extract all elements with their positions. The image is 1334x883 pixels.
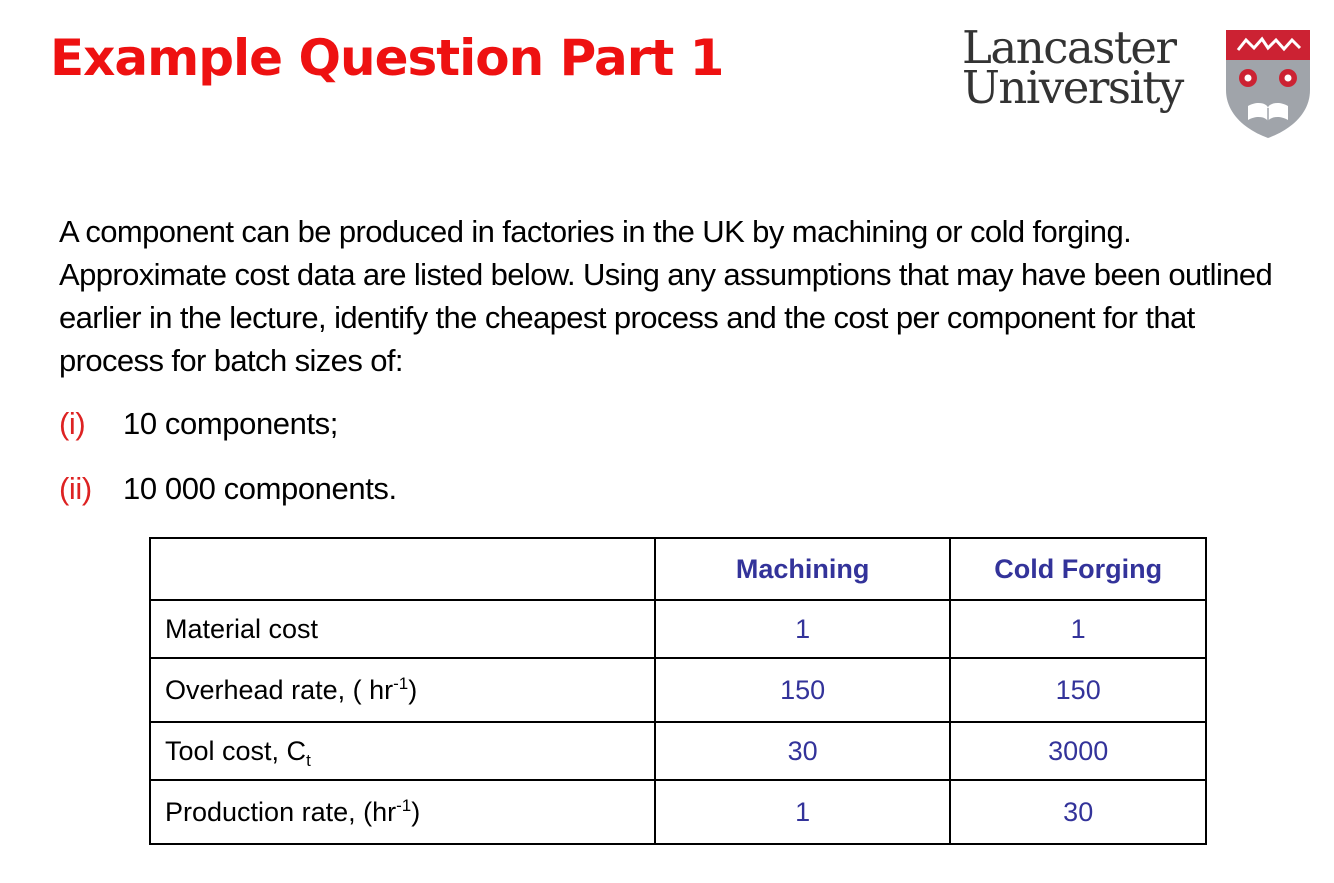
lancaster-university-logo — [962, 21, 1312, 140]
row-label: Production rate, $(hr^{-1})$ — [150, 780, 655, 844]
header-machining: Machining — [655, 538, 951, 600]
university-crest-icon — [1224, 28, 1312, 140]
list-item-batch-1 — [59, 404, 338, 444]
list-item-batch-2 — [59, 469, 397, 509]
table-row — [150, 722, 1206, 780]
row-label: Material cost — [150, 600, 655, 658]
list-number: (ii) — [59, 471, 92, 506]
table-row — [150, 658, 1206, 722]
list-text: 10 000 components. — [123, 471, 397, 506]
logo-wordmark — [962, 21, 1183, 114]
logo-line-lancaster: Lancaster — [962, 21, 1176, 74]
cost-data-table — [149, 537, 1207, 845]
header-cell-empty — [150, 538, 655, 600]
table-row — [150, 780, 1206, 844]
question-text: A component can be produced in factories in the UK by machining or cold forging. Approximate cost data are listed below. Using any assumptions that may have been outlined earlier in the lecture, identify the cheapest process and the cost per component for that process for batch sizes of: — [59, 214, 1273, 378]
header-cold-forging: Cold Forging — [950, 538, 1206, 600]
cold-forging-value: 1 — [950, 600, 1206, 658]
machining-value: 1 — [655, 600, 951, 658]
machining-value: 1 — [655, 780, 951, 844]
cold-forging-value: 150 — [950, 658, 1206, 722]
machining-value: 30 — [655, 722, 951, 780]
list-number: (i) — [59, 406, 86, 441]
machining-value: 150 — [655, 658, 951, 722]
table-header-row — [150, 538, 1206, 600]
logo-line-university: University — [962, 61, 1183, 114]
row-label: Tool cost, $C_t$ — [150, 722, 655, 780]
cold-forging-value: 30 — [950, 780, 1206, 844]
list-text: 10 components; — [123, 406, 338, 441]
table-row — [150, 600, 1206, 658]
slide-title: Example Question Part 1 — [50, 29, 724, 87]
cold-forging-value: 3000 — [950, 722, 1206, 780]
row-label: Overhead rate, ( $hr^{-1}$) — [150, 658, 655, 722]
